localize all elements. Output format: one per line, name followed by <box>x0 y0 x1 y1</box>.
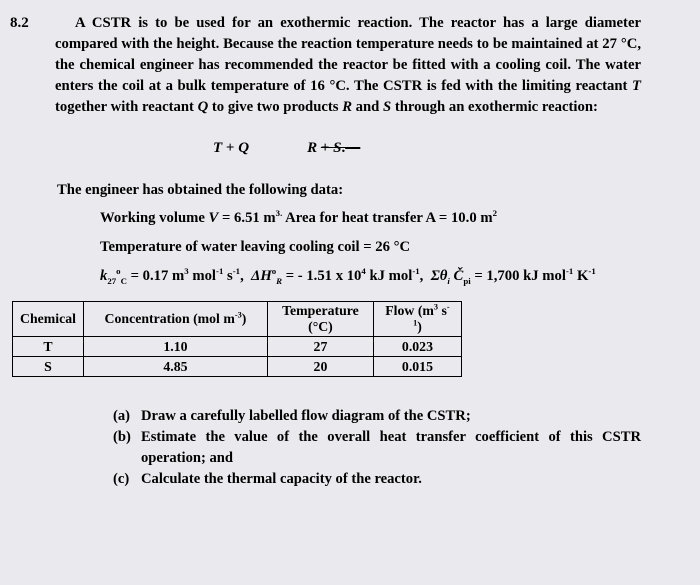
cell-concentration: 1.10 <box>83 337 267 357</box>
question-b <box>113 427 641 469</box>
cell-flow: 0.023 <box>373 337 461 357</box>
table-header-row <box>13 302 462 337</box>
header-flow: Flow ($m^3$ $s^{-1}$) <box>373 302 461 337</box>
problem-statement-text: A CSTR is to be used for an exothermic reaction. The reactor has a large diameter compared with the height. Because the reaction temperature needs to be maintained at 27 °C, the chemical engineer has recommended the reactor be fitted with a cooling coil. The water enters the coil at a bulk temperature of 16 °C. The CSTR is fed with the limiting reactant T together with reactant Q to give two products R and S through an exothermic reaction: <box>55 15 641 115</box>
given-data-list <box>100 208 700 286</box>
cell-temperature: 20 <box>267 357 373 377</box>
equation-reactants: T + Q <box>213 140 250 156</box>
question-b-text: Estimate the value of the overall heat transfer coefficient of this CSTR operation; and <box>141 429 641 466</box>
equation-products: R + S.— <box>307 140 361 156</box>
cell-flow: 0.015 <box>373 357 461 377</box>
cell-concentration: 4.85 <box>83 357 267 377</box>
header-concentration: Concentration (mol $m^{-3}$) <box>83 302 267 337</box>
header-chemical: Chemical <box>13 302 84 337</box>
table-row <box>13 357 462 377</box>
header-temperature: Temperature (°C) <box>267 302 373 337</box>
cell-chemical: T <box>13 337 84 357</box>
problem-number: 8.2 <box>10 15 29 31</box>
question-list <box>113 406 641 490</box>
data-line-working-volume: Working volume V = 6.51 $m^{3.}$ Area for heat transfer A = 10.0 $m^2$ <box>100 208 497 226</box>
question-a <box>113 406 641 427</box>
reaction-equation <box>213 140 700 157</box>
question-a-text: Draw a carefully labelled flow diagram of the CSTR; <box>141 408 471 424</box>
question-c <box>113 469 641 490</box>
data-line-water-temperature: Temperature of water leaving cooling coil = 26 °C <box>100 239 411 255</box>
question-c-text: Calculate the thermal capacity of the reactor. <box>141 471 422 487</box>
problem-statement-block <box>0 13 700 118</box>
question-c-label: (c) <box>113 471 130 487</box>
data-table <box>12 301 462 377</box>
data-line-constants: $k_{27}^o_C = 0.17$ $m^3$ mol$^{-1}$ $s^{-1}$, $\Delta H^o_R$ = - 1.51 x $10^4$ kJ mol$^{-1}$, $\Sigma\theta_i$ $Č_{pi} = 1,700$ kJ mol$^{-1}$ $K^{-1}$ <box>100 266 596 286</box>
question-a-label: (a) <box>113 408 131 424</box>
cell-temperature: 27 <box>267 337 373 357</box>
table-row <box>13 337 462 357</box>
cell-chemical: S <box>13 357 84 377</box>
question-b-label: (b) <box>113 429 131 445</box>
data-intro-text: The engineer has obtained the following data: <box>57 182 344 198</box>
